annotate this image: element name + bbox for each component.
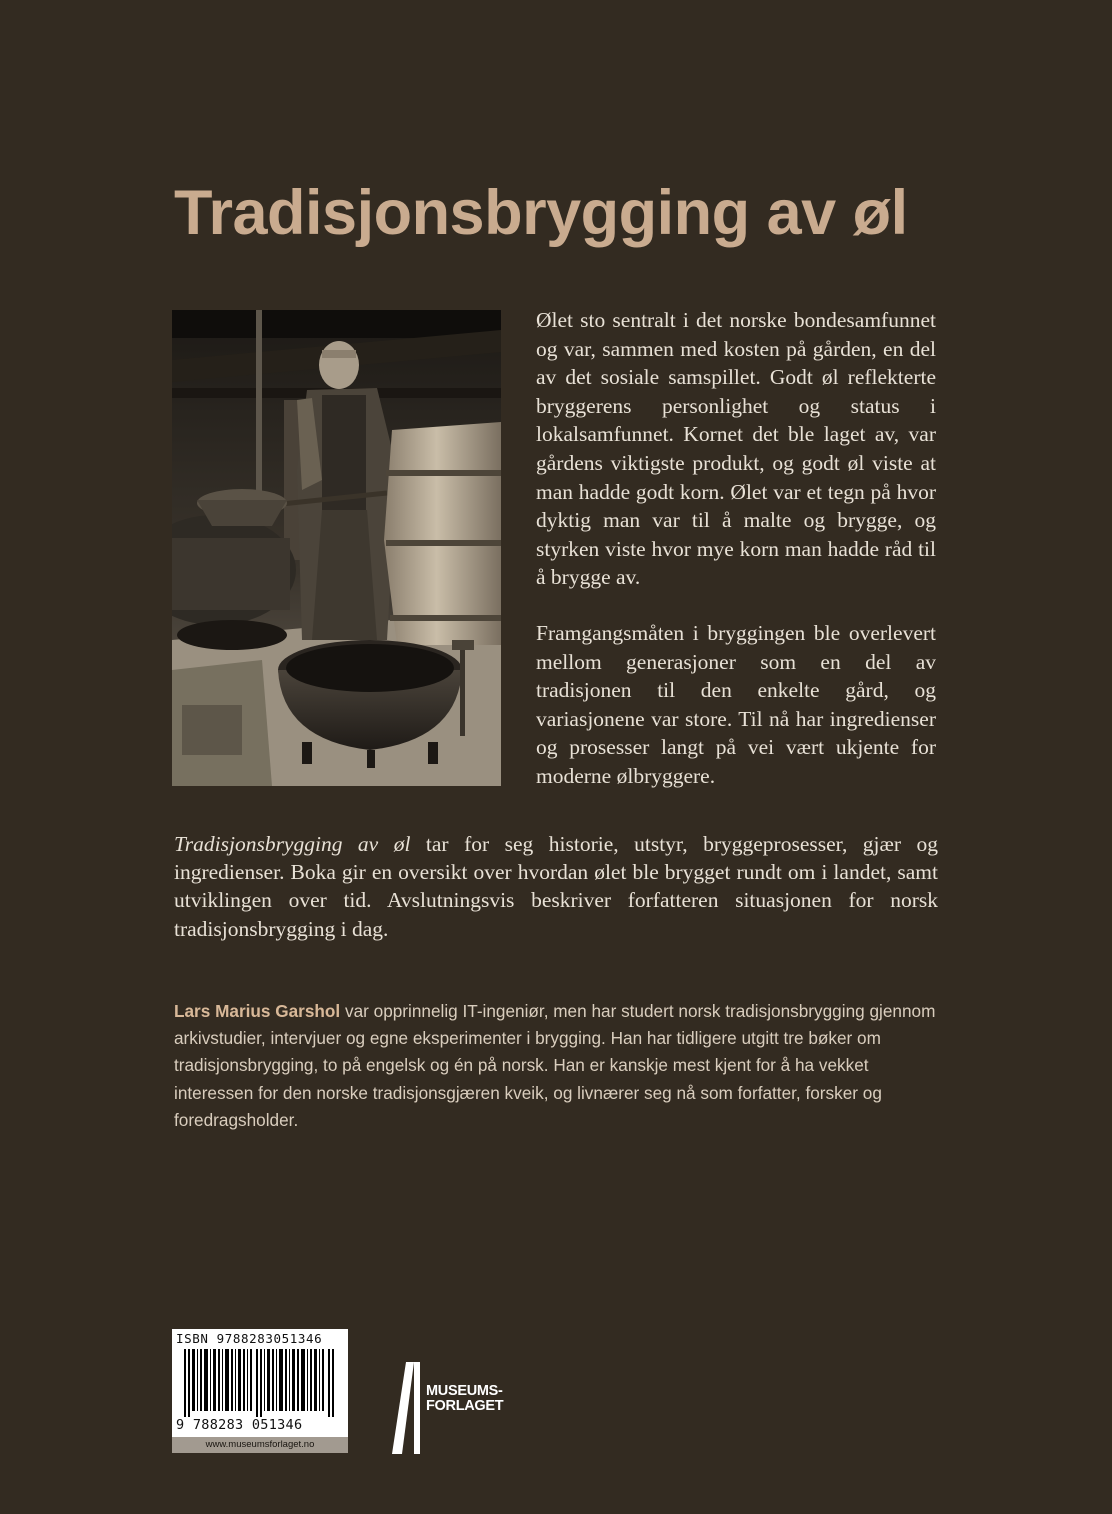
isbn-barcode [172, 1329, 348, 1437]
historic-brewing-photo [172, 310, 501, 786]
author-bio-text: var opprinnelig IT-ingeniør, men har studert norsk tradisjonsbrygging gjennom arkivstudier, intervjuer og egne eksperimenter i brygging. Han har tidligere utgitt tre bøker om tradisjonsbrygging, to på engelsk og én på norsk. Han er kanskje mest kjent for å ha vekket interessen for den norske tradisjonsgjæren kveik, og livnærer seg nå som forfatter, forsker og foredragsholder. [174, 1001, 936, 1130]
author-bio [174, 998, 938, 1134]
intro-text [536, 306, 936, 791]
intro-paragraph-2: Framgangsmåten i bryggingen ble overlevert mellom generasjoner som en del av tradisjonen til den enkelte gård, og variasjonene var store. Til nå har ingredienser og prosesser langt på vei vært ukjente for moderne ølbryggere. [536, 620, 936, 788]
intro-paragraph-1: Ølet sto sentralt i det norske bondesamfunnet og var, sammen med kosten på gården, en del av det sosiale samspillet. Godt øl reflekterte bryggerens personlighet og status i lokalsamfunnet. Kornet det ble laget av, var gårdens viktigste produkt, og godt øl viste at man hadde godt korn. Ølet var et tegn på hvor dyktig man var til å malte og brygge, og styrken viste hvor mye korn man hadde råd til å brygge av. [536, 308, 936, 590]
summary-paragraph [174, 830, 938, 943]
book-summary [174, 830, 938, 943]
isbn-label: ISBN 9788283051346 [176, 1331, 323, 1346]
barcode-bars-icon [184, 1349, 336, 1417]
publisher-name [426, 1384, 503, 1414]
author-bio-paragraph [174, 998, 938, 1134]
publisher-name-line-1: MUSEUMS- [426, 1383, 503, 1399]
isbn-digits: 9 788283 051346 [176, 1417, 303, 1433]
publisher-url[interactable]: www.museumsforlaget.no [172, 1437, 348, 1453]
summary-text: tar for seg historie, utstyr, bryggeprosesser, gjær og ingredienser. Boka gir en oversikt over hvordan ølet ble brygget rundt om i landet, samt utviklingen over tid. Avslutningsvis beskriver forfatteren situasjonen for norsk tradisjonsbrygging i dag. [174, 832, 939, 941]
summary-book-title: Tradisjonsbrygging av øl [174, 832, 411, 856]
publisher-name-line-2: FORLAGET [426, 1398, 504, 1414]
author-name: Lars Marius Garshol [174, 1001, 341, 1021]
museumsforlaget-logo [392, 1362, 422, 1454]
book-title: Tradisjonsbrygging av øl [174, 178, 908, 248]
